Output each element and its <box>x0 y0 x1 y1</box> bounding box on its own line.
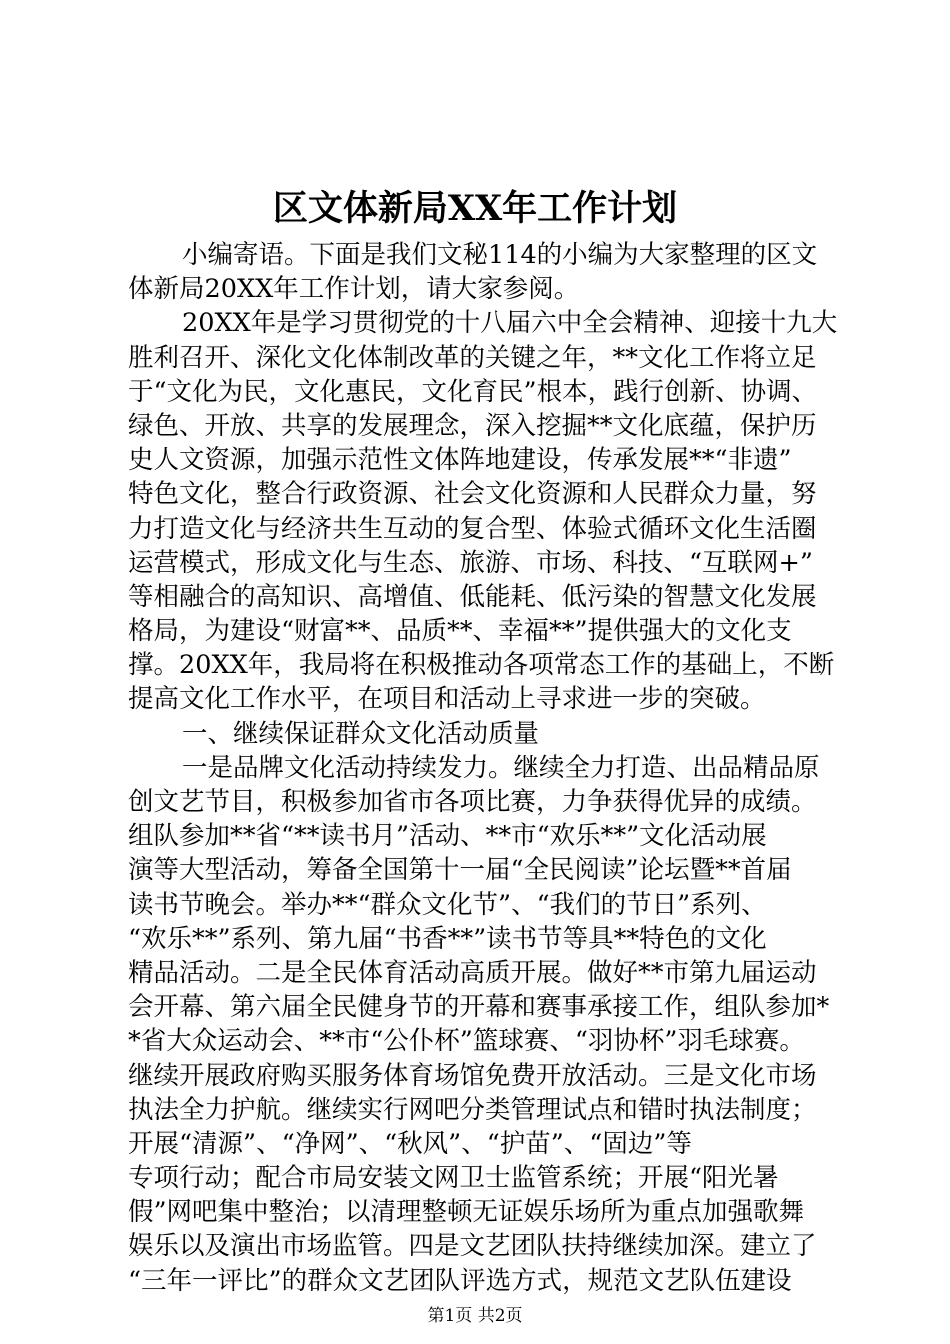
paragraph-overview-line-8: 运营模式，形成文化与生态、旅游、市场、科技、“互联网+” <box>128 547 813 578</box>
paragraph-section1-line-5: 读书节晚会。举办**“群众文化节”、“我们的节日”系列、 <box>128 889 767 920</box>
paragraph-section1-line-16: “三年一评比”的群众文艺团队评选方式，规范文艺队伍建设 <box>128 1265 792 1296</box>
paragraph-overview-line-12: 提高文化工作水平，在项目和活动上寻求进一步的突破。 <box>128 684 766 715</box>
paragraph-overview-line-3: 于“文化为民，文化惠民，文化育民”根本，践行创新、协调、 <box>128 376 818 407</box>
paragraph-overview-line-10: 格局，为建设“财富**、品质**、幸福**”提供强大的文化支 <box>128 616 792 647</box>
paragraph-overview-line-6: 特色文化，整合行政资源、社会文化资源和人民群众力量，努 <box>128 479 817 510</box>
paragraph-overview-line-4: 绿色、开放、共享的发展理念，深入挖掘**文化底蕴，保护历 <box>128 410 817 441</box>
paragraph-overview-line-1: 20XX年是学习贯彻党的十八届六中全会精神、迎接十九大 <box>182 308 838 339</box>
paragraph-section1-line-15: 娱乐以及演出市场监管。四是文艺团队扶持继续加深。建立了 <box>128 1231 817 1262</box>
paragraph-section1-line-4: 演等大型活动，筹备全国第十一届“全民阅读”论坛暨**首届 <box>128 855 792 886</box>
paragraph-overview-line-9: 等相融合的高知识、高增值、低能耗、低污染的智慧文化发展 <box>128 581 817 612</box>
paragraph-section1-line-13: 专项行动；配合市局安装文网卫士监管系统；开展“阳光暑 <box>128 1163 779 1194</box>
paragraph-overview-line-5: 史人文资源，加强示范性文体阵地建设，传承发展**“非遗” <box>128 445 792 476</box>
paragraph-section1-line-1: 一是品牌文化活动持续发力。继续全力打造、出品精品原 <box>182 752 820 783</box>
paragraph-overview-line-7: 力打造文化与经济共生互动的复合型、体验式循环文化生活圈 <box>128 513 817 544</box>
paragraph-section1-line-12: 开展“清源”、“净网”、“秋风”、“护苗”、“固边”等 <box>128 1128 692 1159</box>
page-number-footer: 第1页 共2页 <box>427 1306 523 1326</box>
paragraph-overview-line-2: 胜利召开、深化文化体制改革的关键之年，**文化工作将立足 <box>128 342 817 373</box>
paragraph-overview-line-11: 撑。20XX年，我局将在积极推动各项常态工作的基础上，不断 <box>128 650 835 681</box>
paragraph-section1-line-10: 继续开展政府购买服务体育场馆免费开放活动。三是文化市场 <box>128 1060 817 1091</box>
section-heading-1: 一、继续保证群众文化活动质量 <box>182 718 540 749</box>
document-title: 区文体新局XX年工作计划 <box>272 188 678 229</box>
paragraph-section1-line-7: 精品活动。二是全民体育活动高质开展。做好**市第九届运动 <box>128 957 817 988</box>
paragraph-section1-line-2: 创文艺节目，积极参加省市各项比赛，力争获得优异的成绩。 <box>128 787 817 817</box>
paragraph-section1-line-9: *省大众运动会、**市“公仆杯”篮球赛、“羽协杯”羽毛球赛。 <box>128 1026 805 1057</box>
paragraph-section1-line-3: 组队参加**省“**读书月”活动、**市“欢乐**”文化活动展 <box>128 821 767 852</box>
paragraph-intro-line-1: 小编寄语。下面是我们文秘114的小编为大家整理的区文 <box>182 240 818 270</box>
paragraph-section1-line-6: “欢乐**”系列、第九届“书香**”读书节等具**特色的文化 <box>128 923 767 954</box>
paragraph-section1-line-8: 会开幕、第六届全民健身节的开幕和赛事承接工作，组队参加* <box>128 992 830 1023</box>
document-body <box>128 238 838 1298</box>
paragraph-section1-line-14: 假”网吧集中整治；以清理整顿无证娱乐场所为重点加强歌舞 <box>128 1197 805 1228</box>
paragraph-section1-line-11: 执法全力护航。继续实行网吧分类管理试点和错时执法制度； <box>128 1094 817 1125</box>
paragraph-intro-line-2: 体新局20XX年工作计划，请大家参阅。 <box>128 274 580 305</box>
